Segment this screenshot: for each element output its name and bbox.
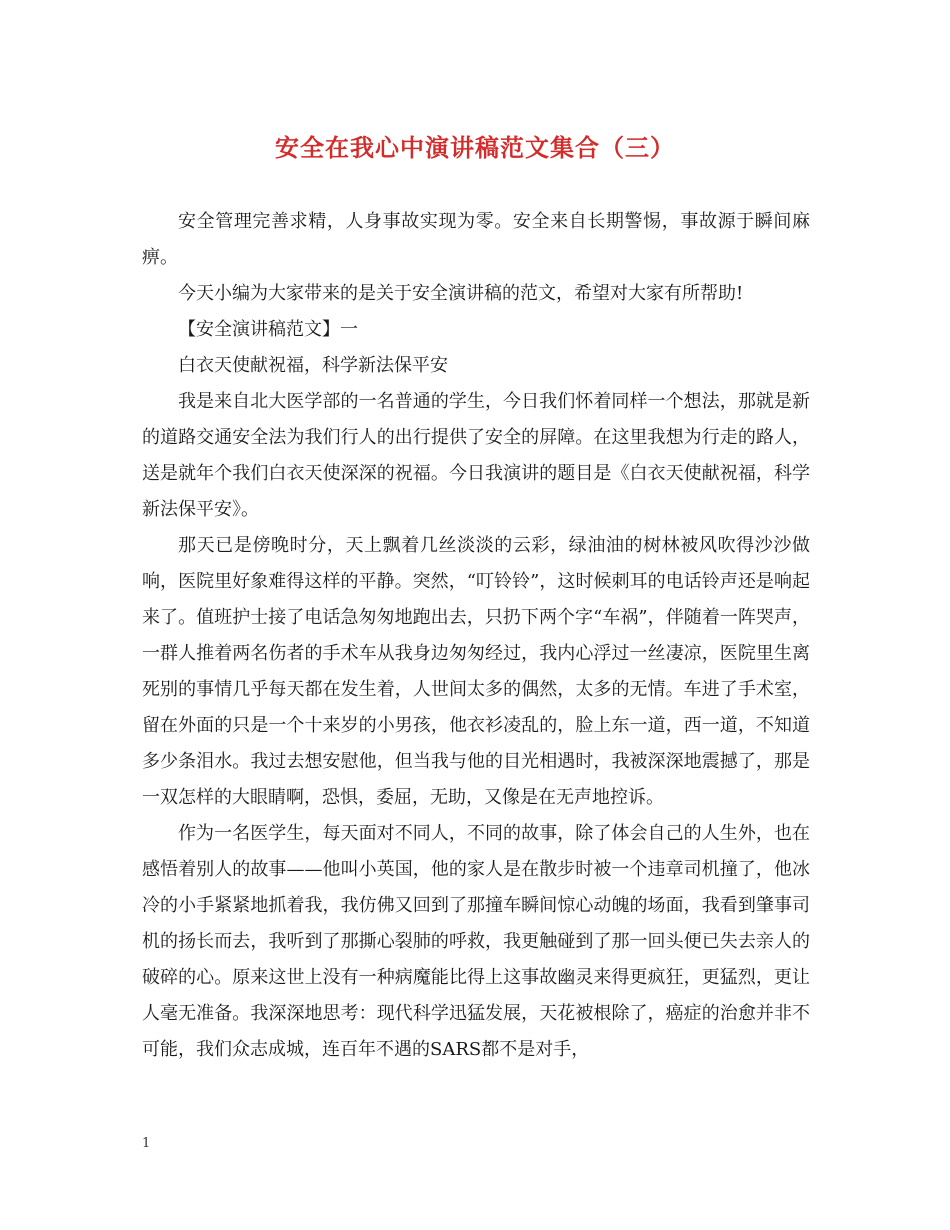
body-paragraph: 白衣天使献祝福，科学新法保平安 [178,355,448,376]
body-paragraph: 【安全演讲稿范文】一 [178,319,358,340]
body-paragraph: 今天小编为大家带来的是关于安全演讲稿的范文，希望对大家有所帮助! [178,283,744,304]
page-number: 1 [142,1136,151,1151]
document-body [142,204,810,1068]
body-paragraph: 那天已是傍晚时分，天上飘着几丝淡淡的云彩，绿油油的树林被风吹得沙沙做响，医院里好象难得这样的平静。突然，“叮铃铃”，这时候刺耳的电话铃声还是响起来了。值班护士接了电话急匆匆地跑出去，只扔下两个字“车祸”，伴随着一阵哭声，一群人推着两名伤者的手术车从我身边匆匆经过，我内心浮过一丝凄凉，医院里生离死别的事情几乎每天都在发生着，人世间太多的偶然，太多的无情。车进了手术室，留在外面的只是一个十来岁的小男孩，他衣衫凌乱的，脸上东一道，西一道，不知道多少条泪水。我过去想安慰他，但当我与他的目光相遇时，我被深深地震撼了，那是一双怎样的大眼睛啊，恐惧，委屈，无助，又像是在无声地控诉。 [142,535,810,808]
body-paragraph: 安全管理完善求精，人身事故实现为零。安全来自长期警惕，事故源于瞬间麻痹。 [142,211,810,268]
document-title: 安全在我心中演讲稿范文集合（三） [275,133,675,162]
body-paragraph: 我是来自北大医学部的一名普通的学生，今日我们怀着同样一个想法，那就是新的道路交通安全法为我们行人的出行提供了安全的屏障。在这里我想为行走的路人，送是就年个我们白衣天使深深的祝福。今日我演讲的题目是《白衣天使献祝福，科学新法保平安》。 [142,391,810,520]
body-paragraph: 作为一名医学生，每天面对不同人，不同的故事，除了体会自己的人生外，也在感悟着别人的故事——他叫小英国，他的家人是在散步时被一个违章司机撞了，他冰冷的小手紧紧地抓着我，我仿佛又回到了那撞车瞬间惊心动魄的场面，我看到肇事司机的扬长而去，我听到了那撕心裂肺的呼救，我更触碰到了那一回头便已失去亲人的破碎的心。原来这世上没有一种病魔能比得上这事故幽灵来得更疯狂，更猛烈，更让人毫无准备。我深深地思考：现代科学迅猛发展，天花被根除了，癌症的治愈并非不可能，我们众志成城，连百年不遇的SARS都不是对手， [142,823,810,1060]
